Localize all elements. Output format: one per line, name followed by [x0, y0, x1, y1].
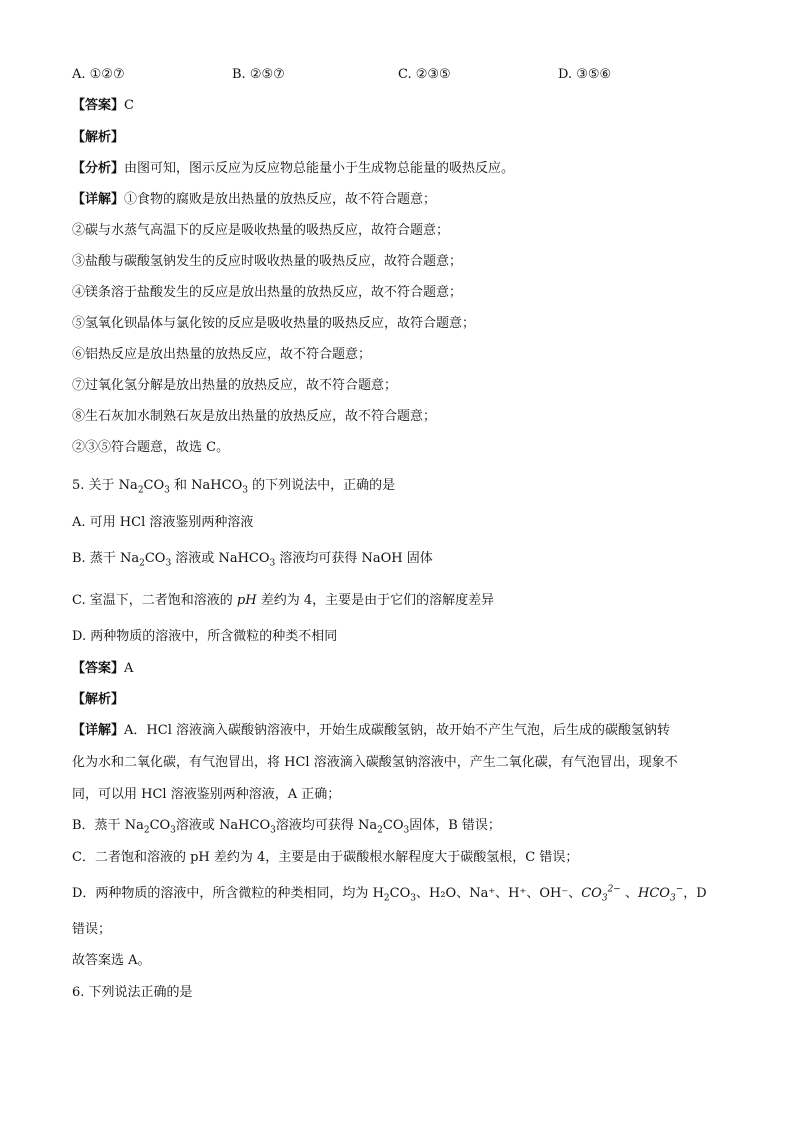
ion-carbonate: $CO_3^{2-}$: [581, 884, 621, 904]
q5-stem-mid: 和: [169, 478, 192, 493]
formula-nahco3: NaHCO$_3$: [218, 551, 276, 569]
q5-d-suffix: ，D: [683, 886, 707, 901]
formula-na2co3: $Na_2CO_3$: [119, 551, 172, 569]
q5-detail-line-1: [72, 722, 670, 740]
q5-detail-d: [72, 885, 707, 903]
q5-option-d: D. 两种物质的溶液中，所含微粒的种类不相同: [72, 629, 338, 644]
q5-opt-b-prefix: B. 蒸干: [72, 551, 120, 566]
q5-opt-c-suffix: 差约为 4，主要是由于它们的溶解度差异: [256, 593, 495, 608]
q4-detail-line-4: ④镁条溶于盐酸发生的反应是放出热量的放热反应，故不符合题意；: [72, 285, 463, 300]
q5-final: 故答案选 A。: [72, 953, 151, 968]
q5-analysis-tag: 【解析】: [72, 692, 125, 707]
q4-conclusion: ②③⑤符合题意，故选 C。: [72, 440, 230, 455]
q5-b-mid: 溶液或: [175, 818, 220, 833]
q5-stem-suffix: 的下列说法中，正确的是: [247, 478, 396, 493]
detail-tag: 【详解】: [72, 723, 125, 738]
q5-d-sep: 、: [620, 886, 638, 901]
option-a: A. ①②⑦: [72, 67, 125, 82]
q4-detail-line-7: ⑦过氧化氢分解是放出热量的放热反应，故不符合题意；: [72, 378, 398, 393]
q4-detail-line-8: ⑧生石灰加水制熟石灰是放出热量的放热反应，故不符合题意；: [72, 409, 437, 424]
q4-analysis-tag: 【解析】: [72, 130, 125, 145]
q5-opt-c-prefix: C. 室温下，二者饱和溶液的: [72, 593, 237, 608]
answer-tag: 【答案】: [72, 661, 125, 676]
fenxi-text: 由图可知，图示反应为反应物总能量小于生成物总能量的吸热反应。: [124, 161, 515, 176]
q5-detail-line-2: 化为水和二氧化碳，有气泡冒出，将 HCl 溶液滴入碳酸氢钠溶液中，产生二氧化碳，有气泡冒出，现象不: [72, 755, 678, 770]
q6-stem: 6. 下列说法正确的是: [72, 985, 193, 1000]
q5-b-suffix: 固体，B 错误；: [409, 818, 501, 833]
q4-detail-line-5: ⑤氢氧化钡晶体与氯化铵的反应是吸收热量的吸热反应，故符合题意；: [72, 316, 476, 331]
q4-detail-line-6: ⑥铝热反应是放出热量的放热反应，故不符合题意；: [72, 347, 372, 362]
q5-stem-prefix: 5. 关于: [72, 478, 119, 493]
answer-tag: 【答案】: [72, 98, 125, 113]
q5-b-mid2: 溶液均可获得: [275, 818, 358, 833]
q5-opt-b-mid: 溶液或: [171, 551, 219, 566]
fenxi-tag: 【分析】: [72, 161, 125, 176]
q4-answer-line: [72, 97, 134, 115]
q4-detail-line-1: [72, 191, 436, 209]
formula-nahco3: NaHCO$_3$: [191, 478, 248, 496]
q5-d-species: 、H₂O、Na⁺、H⁺、OH⁻、: [415, 886, 582, 901]
q5-option-c: [72, 592, 494, 610]
detail-text-1: A．HCl 溶液滴入碳酸钠溶液中，开始生成碳酸氢钠，故开始不产生气泡，后生成的碳酸氢钠转: [124, 723, 670, 738]
q4-detail-line-2: ②碳与水蒸气高温下的反应是吸收热量的吸热反应，故符合题意；: [72, 223, 450, 238]
answer-value: A: [124, 661, 134, 676]
q5-answer-line: [72, 660, 133, 678]
option-b: B. ②⑤⑦: [232, 67, 285, 82]
q5-opt-b-suffix: 溶液均可获得 NaOH 固体: [275, 551, 433, 566]
q5-option-a: A. 可用 HCl 溶液鉴别两种溶液: [72, 515, 254, 530]
q5-d-prefix: D．两种物质的溶液中，所含微粒的种类相同，均为: [72, 886, 373, 901]
q5-stem: [72, 477, 395, 495]
formula-nahco3: NaHCO$_3$: [219, 818, 276, 836]
ion-bicarbonate: $HCO_3^-$: [638, 884, 684, 904]
formula-na2co3: $Na_2CO_3$: [118, 478, 170, 496]
formula-na2co3: $Na_2CO_3$: [124, 818, 176, 836]
q5-detail-b: [72, 817, 501, 835]
answer-value: C: [124, 98, 134, 113]
option-d: D. ③⑤⑥: [558, 67, 612, 82]
option-c: C. ②③⑤: [398, 67, 451, 82]
detail-tag: 【详解】: [72, 192, 125, 207]
q5-option-b: [72, 550, 433, 568]
q5-detail-d-line2: 错误；: [72, 922, 112, 937]
formula-na2co3: $Na_2CO_3$: [358, 818, 410, 836]
detail-text-1: ①食物的腐败是放出热量的放热反应，故不符合题意；: [124, 192, 437, 207]
q5-detail-line-3: 同，可以用 HCl 溶液鉴别两种溶液，A 正确；: [72, 787, 341, 802]
formula-h2co3: $H_2CO_3$: [372, 886, 416, 904]
q4-fenxi-line: [72, 160, 514, 178]
q5-detail-c: C．二者饱和溶液的 pH 差约为 4，主要是由于碳酸根水解程度大于碳酸氢根，C 错误；: [72, 850, 579, 865]
ph-symbol: pH: [236, 593, 257, 608]
q5-b-prefix: B．蒸干: [72, 818, 125, 833]
q4-detail-line-3: ③盐酸与碳酸氢钠发生的反应时吸收热量的吸热反应，故符合题意；: [72, 254, 463, 269]
